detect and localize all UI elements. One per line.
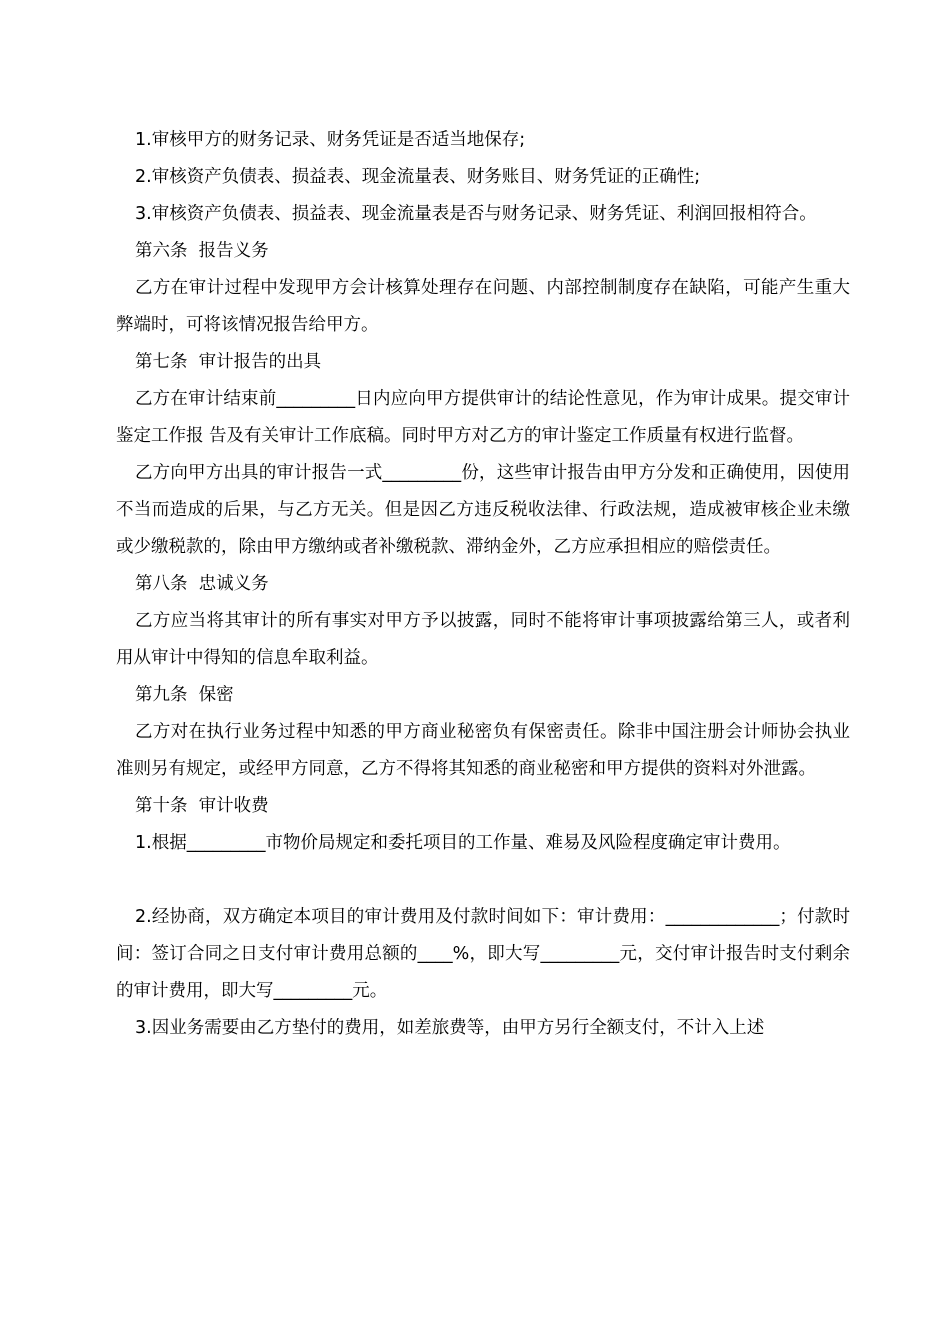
clause-7-heading: 第七条 审计报告的出具	[135, 352, 322, 372]
clause-10-item-1: 1.根据_________市物价局规定和委托项目的工作量、难易及风险程度确定审计费用。	[135, 833, 791, 853]
clause-10-item-3: 3.因业务需要由乙方垫付的费用，如差旅费等，由甲方另行全额支付，不计入上述	[135, 1018, 765, 1038]
clause-8-body: 乙方应当将其审计的所有事实对甲方予以披露，同时不能将审计事项披露给第三人，或者利用从审计中得知的信息牟取利益。	[116, 611, 850, 668]
clause-8-heading: 第八条 忠诚义务	[135, 574, 269, 594]
clause-10-heading: 第十条 审计收费	[135, 796, 269, 816]
clause-6-body: 乙方在审计过程中发现甲方会计核算处理存在问题、内部控制制度存在缺陷，可能产生重大弊端时，可将该情况报告给甲方。	[116, 278, 850, 335]
clause-5-item-1: 1.审核甲方的财务记录、财务凭证是否适当地保存;	[135, 130, 526, 150]
clause-9-heading: 第九条 保密	[135, 685, 234, 705]
clause-5-item-2: 2.审核资产负债表、损益表、现金流量表、财务账目、财务凭证的正确性;	[135, 167, 701, 187]
clause-6-heading: 第六条 报告义务	[135, 241, 269, 261]
clause-10-item-2: 2.经协商，双方确定本项目的审计费用及付款时间如下：审计费用：_____________；付款时间：签订合同之日支付审计费用总额的____%，即大写_________元，交付审计报告时支付剩余的审计费用，即大写_________元。	[116, 907, 850, 1001]
clause-9-body: 乙方对在执行业务过程中知悉的甲方商业秘密负有保密责任。除非中国注册会计师协会执业准则另有规定，或经甲方同意，乙方不得将其知悉的商业秘密和甲方提供的资料对外泄露。	[116, 722, 850, 779]
clause-7-body-1: 乙方在审计结束前_________日内应向甲方提供审计的结论性意见，作为审计成果。提交审计鉴定工作报 告及有关审计工作底稿。同时甲方对乙方的审计鉴定工作质量有权进行监督。	[116, 389, 850, 446]
blank-line	[116, 862, 850, 899]
clause-7-body-2: 乙方向甲方出具的审计报告一式_________份，这些审计报告由甲方分发和正确使用，因使用不当而造成的后果，与乙方无关。但是因乙方违反税收法律、行政法规，造成被审核企业未缴或少缴税款的，除由甲方缴纳或者补缴税款、滞纳金外，乙方应承担相应的赔偿责任。	[116, 463, 850, 557]
document-page	[116, 122, 850, 1047]
clause-5-item-3: 3.审核资产负债表、损益表、现金流量表是否与财务记录、财务凭证、利润回报相符合。	[135, 204, 817, 224]
